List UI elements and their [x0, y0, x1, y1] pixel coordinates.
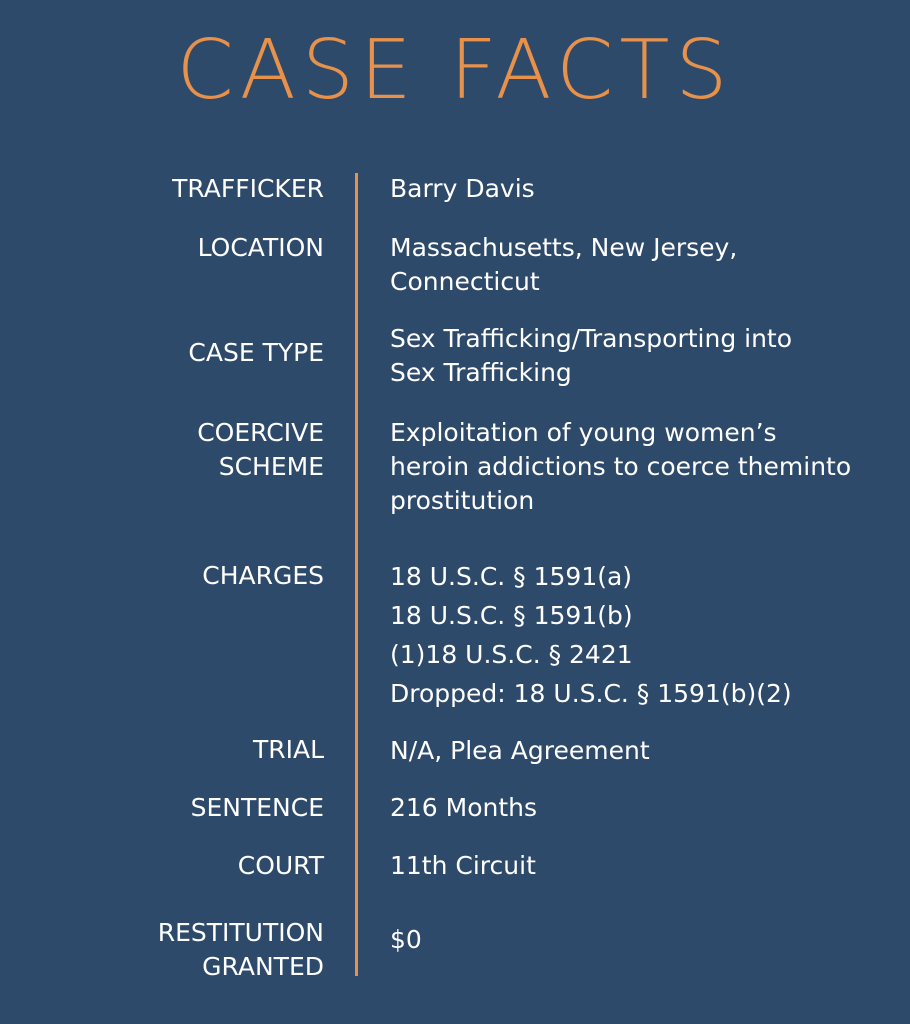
label-line: SCHEME	[218, 452, 324, 481]
value-charges	[390, 557, 792, 713]
label-line: TRAFFICKER	[172, 174, 324, 203]
value-line: 11th Circuit	[390, 851, 536, 880]
value-sentence	[390, 791, 537, 825]
value-line: Massachusetts, New Jersey,	[390, 233, 738, 262]
value-line: Connecticut	[390, 267, 540, 296]
label-line: CHARGES	[202, 561, 324, 590]
value-location	[390, 231, 737, 299]
value-court	[390, 849, 536, 883]
vertical-divider	[355, 173, 358, 976]
value-case-type	[390, 322, 792, 390]
label-trial	[253, 733, 324, 767]
value-line: Dropped: 18 U.S.C. § 1591(b)(2)	[390, 679, 792, 708]
label-case-type	[188, 336, 324, 370]
label-charges	[202, 559, 324, 593]
value-line: N/A, Plea Agreement	[390, 736, 650, 765]
label-line: TRIAL	[252, 735, 324, 764]
value-line: Exploitation of young women’s	[390, 418, 777, 447]
label-line: COERCIVE	[197, 418, 324, 447]
label-line: CASE TYPE	[188, 338, 324, 367]
value-line: $0	[390, 925, 422, 954]
label-location	[198, 231, 324, 265]
value-line: prostitution	[390, 486, 535, 515]
label-court	[238, 849, 324, 883]
value-line: Sex Trafficking/Transporting into	[390, 324, 793, 353]
value-coercive-scheme	[390, 416, 851, 518]
label-trafficker	[172, 172, 324, 206]
value-line: 18 U.S.C. § 1591(b)	[390, 601, 633, 630]
value-line: (1)18 U.S.C. § 2421	[390, 640, 633, 669]
value-line: Barry Davis	[390, 174, 535, 203]
label-line: RESTITUTION	[157, 918, 324, 947]
label-restitution-granted	[158, 916, 324, 984]
value-line: 216 Months	[390, 793, 538, 822]
page-title: CASE FACTS	[176, 23, 734, 118]
value-trafficker	[390, 172, 535, 206]
label-line: GRANTED	[202, 952, 324, 981]
value-line: heroin addictions to coerce theminto	[390, 452, 852, 481]
label-line: COURT	[237, 851, 324, 880]
value-line: 18 U.S.C. § 1591(a)	[390, 562, 633, 591]
value-trial	[390, 734, 650, 768]
label-line: SENTENCE	[190, 793, 324, 822]
label-line: LOCATION	[197, 233, 324, 262]
value-restitution-granted	[390, 923, 422, 957]
label-sentence	[191, 791, 324, 825]
label-coercive-scheme	[197, 416, 324, 484]
value-line: Sex Trafficking	[390, 358, 572, 387]
